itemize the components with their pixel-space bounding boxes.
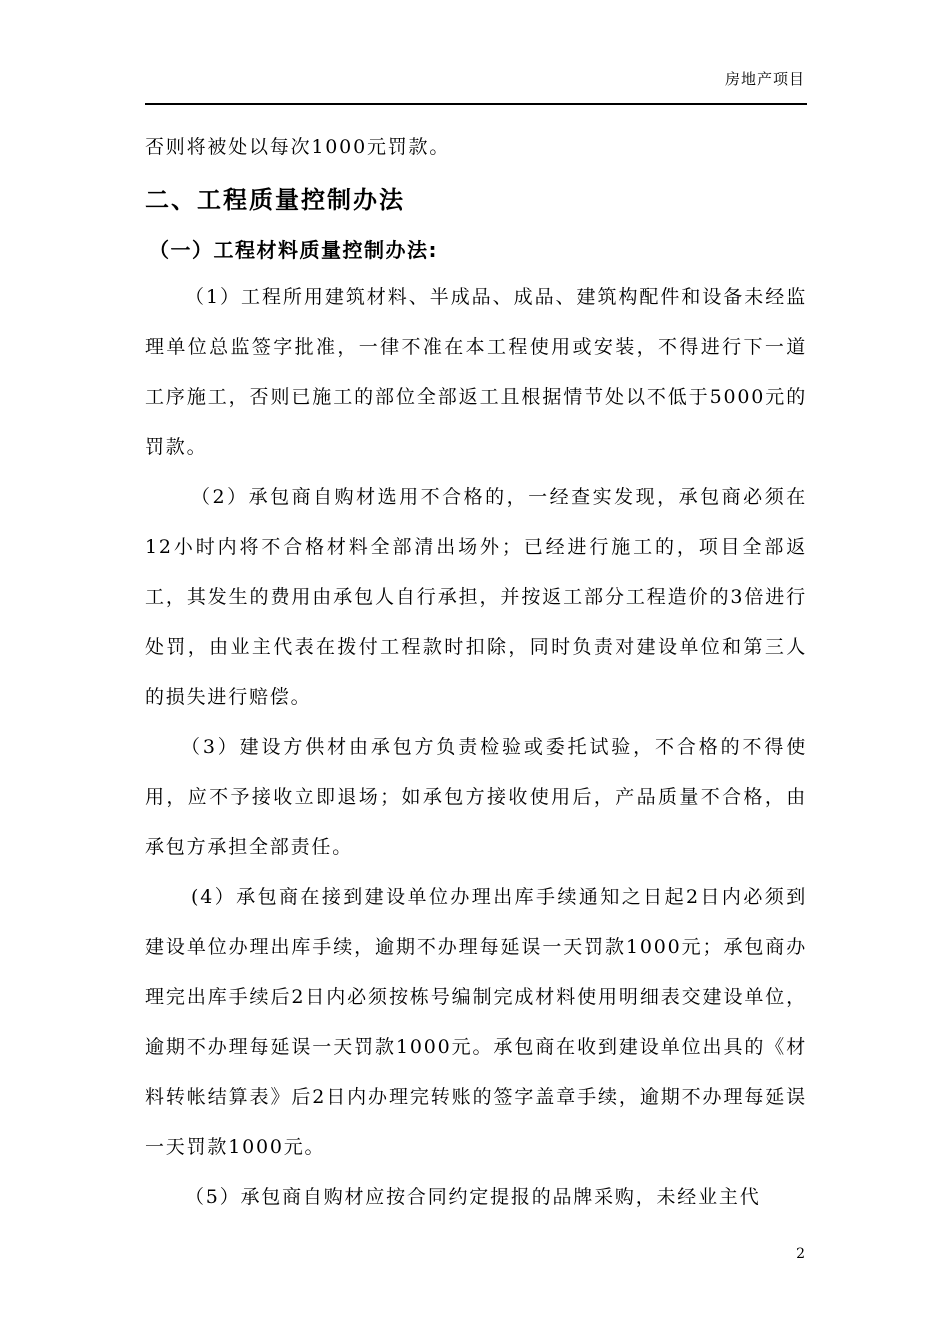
paragraph-2: （2）承包商自购材选用不合格的，一经查实发现，承包商必须在12小时内将不合格材料全部清出场外；已经进行施工的，项目全部返工，其发生的费用由承包人自行承担，并按返工部分工程造价的3倍进行处罚，由业主代表在拨付工程款时扣除，同时负责对建设单位和第三人的损失进行赔偿。 [145,486,807,708]
running-header: 房地产项目 [724,70,805,88]
header-rule [145,103,807,105]
section-heading: 二、工程质量控制办法 [145,186,405,214]
subsection-heading: （一）工程材料质量控制办法: [149,238,438,262]
intro-line: 否则将被处以每次1000元罚款。 [145,136,451,158]
paragraph-3: （3）建设方供材由承包方负责检验或委托试验，不合格的不得使用，应不予接收立即退场；如承包方接收使用后，产品质量不合格，由承包方承担全部责任。 [145,736,807,858]
paragraph-5: （5）承包商自购材应按合同约定提报的品牌采购，未经业主代 [185,1186,761,1208]
page-number: 2 [796,1246,805,1262]
paragraph-4: (4）承包商在接到建设单位办理出库手续通知之日起2日内必须到建设单位办理出库手续，逾期不办理每延误一天罚款1000元；承包商办理完出库手续后2日内必须按栋号编制完成材料使用明细表交建设单位，逾期不办理每延误一天罚款1000元。承包商在收到建设单位出具的《材料转帐结算表》后2日内办理完转账的签字盖章手续，逾期不办理每延误一天罚款1000元。 [145,886,807,1158]
document-body [145,122,807,1222]
paragraph-1: （1）工程所用建筑材料、半成品、成品、建筑构配件和设备未经监理单位总监签字批准，一律不准在本工程使用或安装，不得进行下一道工序施工，否则已施工的部位全部返工且根据情节处以不低于5000元的罚款。 [145,286,807,458]
